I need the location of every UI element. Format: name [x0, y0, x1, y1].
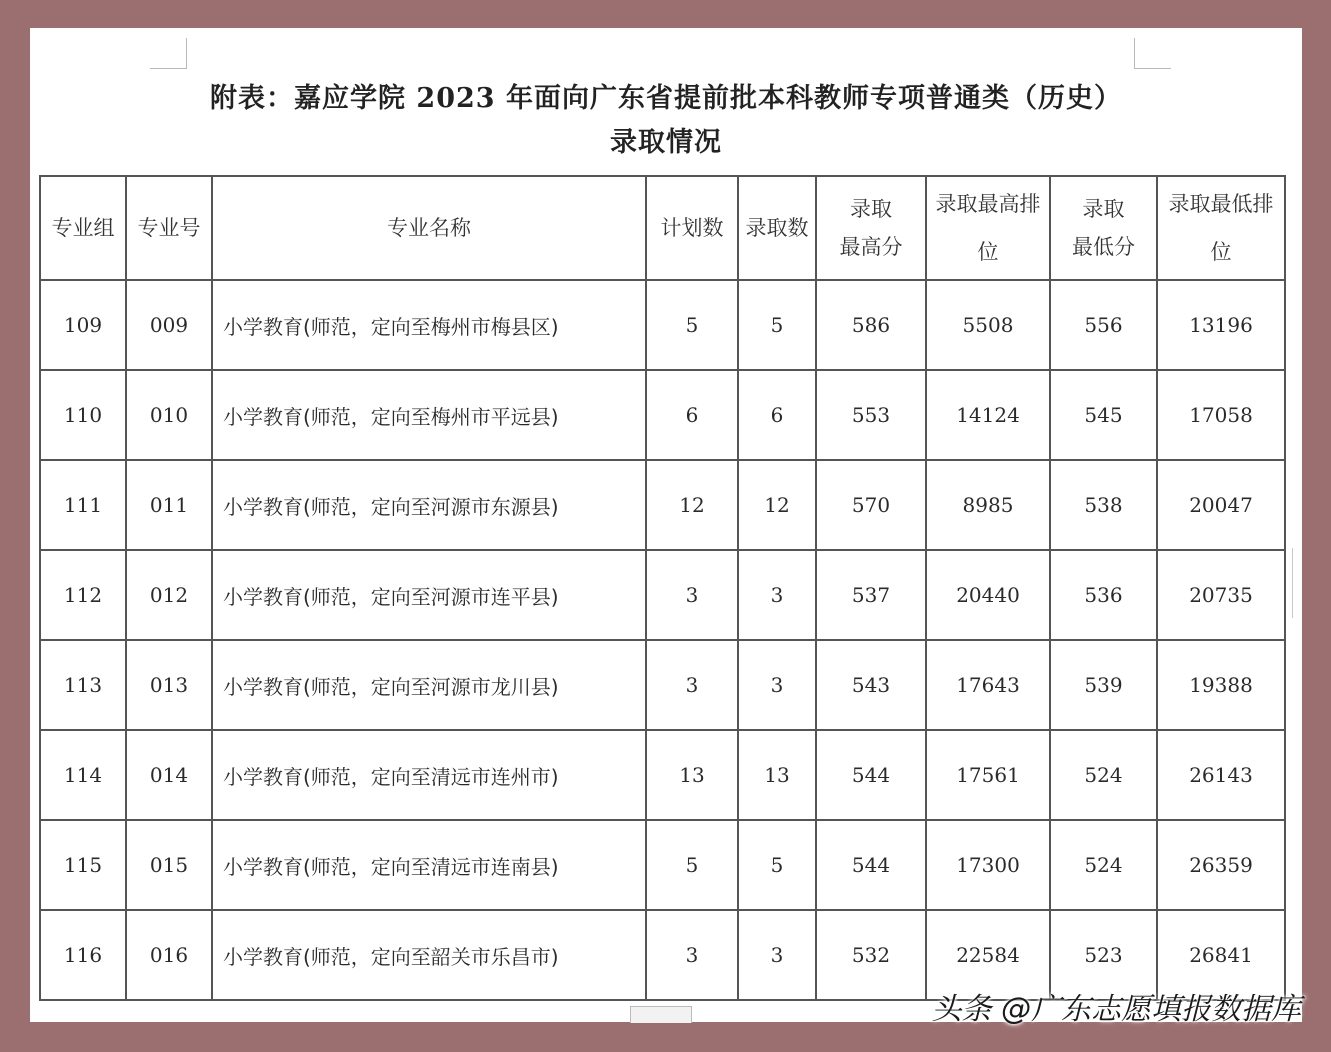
cell-max-score: 543: [816, 640, 926, 730]
watermark-text: 头条 @广东志愿填报数据库: [931, 992, 1301, 1027]
cell-name: 小学教育(师范，定向至韶关市乐昌市): [212, 910, 646, 1000]
cell-max-rank: 20440: [926, 550, 1050, 640]
header-code: 专业号: [126, 176, 212, 280]
admission-table: [39, 175, 1286, 1001]
cell-min-rank: 19388: [1157, 640, 1285, 730]
cell-max-rank: 14124: [926, 370, 1050, 460]
cell-group: 116: [40, 910, 126, 1000]
cell-min-rank: 26841: [1157, 910, 1285, 1000]
cell-code: 016: [126, 910, 212, 1000]
cell-max-score: 537: [816, 550, 926, 640]
cell-name: 小学教育(师范，定向至河源市连平县): [212, 550, 646, 640]
cell-min-score: 536: [1050, 550, 1157, 640]
cell-min-score: 538: [1050, 460, 1157, 550]
cell-min-score: 524: [1050, 820, 1157, 910]
cell-group: 109: [40, 280, 126, 370]
table-row: [40, 460, 1285, 550]
cell-name: 小学教育(师范，定向至清远市连南县): [212, 820, 646, 910]
cell-min-score: 524: [1050, 730, 1157, 820]
page-edge-mark: [1292, 548, 1303, 618]
document-subtitle: 录取情况: [610, 127, 722, 158]
cell-name: 小学教育(师范，定向至梅州市梅县区): [212, 280, 646, 370]
cell-admitted: 5: [738, 820, 816, 910]
cell-admitted: 3: [738, 640, 816, 730]
table-header-row: [40, 176, 1285, 280]
cell-admitted: 6: [738, 370, 816, 460]
crop-mark-top-left: [150, 38, 187, 69]
table-row: [40, 820, 1285, 910]
cell-max-score: 544: [816, 820, 926, 910]
cell-max-score: 570: [816, 460, 926, 550]
table-row: [40, 550, 1285, 640]
header-min-rank: 录取最低排 位: [1157, 176, 1285, 280]
table-row: [40, 640, 1285, 730]
page-tab-marker: [630, 1006, 692, 1023]
header-name: 专业名称: [212, 176, 646, 280]
header-min-score: 录取 最低分: [1050, 176, 1157, 280]
cell-code: 014: [126, 730, 212, 820]
header-group: 专业组: [40, 176, 126, 280]
cell-plan: 3: [646, 550, 738, 640]
cell-plan: 6: [646, 370, 738, 460]
cell-code: 013: [126, 640, 212, 730]
header-max-score: 录取 最高分: [816, 176, 926, 280]
cell-max-score: 586: [816, 280, 926, 370]
cell-code: 010: [126, 370, 212, 460]
cell-min-score: 539: [1050, 640, 1157, 730]
cell-plan: 5: [646, 820, 738, 910]
cell-code: 015: [126, 820, 212, 910]
cell-min-score: 556: [1050, 280, 1157, 370]
cell-name: 小学教育(师范，定向至清远市连州市): [212, 730, 646, 820]
cell-admitted: 3: [738, 910, 816, 1000]
cell-min-score: 545: [1050, 370, 1157, 460]
cell-max-rank: 17561: [926, 730, 1050, 820]
document-title: 附表：嘉应学院 2023 年面向广东省提前批本科教师专项普通类（历史）: [210, 83, 1122, 114]
header-plan: 计划数: [646, 176, 738, 280]
header-admitted: 录取数: [738, 176, 816, 280]
cell-max-rank: 17643: [926, 640, 1050, 730]
cell-min-rank: 20047: [1157, 460, 1285, 550]
cell-plan: 12: [646, 460, 738, 550]
cell-admitted: 3: [738, 550, 816, 640]
cell-min-rank: 17058: [1157, 370, 1285, 460]
cell-plan: 3: [646, 910, 738, 1000]
cell-group: 112: [40, 550, 126, 640]
document-page: [30, 28, 1302, 1022]
crop-mark-top-right: [1134, 38, 1171, 69]
cell-max-score: 544: [816, 730, 926, 820]
cell-min-score: 523: [1050, 910, 1157, 1000]
cell-admitted: 12: [738, 460, 816, 550]
cell-max-rank: 8985: [926, 460, 1050, 550]
cell-min-rank: 26143: [1157, 730, 1285, 820]
cell-max-score: 553: [816, 370, 926, 460]
header-max-rank: 录取最高排 位: [926, 176, 1050, 280]
cell-admitted: 5: [738, 280, 816, 370]
cell-code: 011: [126, 460, 212, 550]
cell-max-rank: 22584: [926, 910, 1050, 1000]
cell-min-rank: 20735: [1157, 550, 1285, 640]
table-row: [40, 280, 1285, 370]
cell-group: 113: [40, 640, 126, 730]
cell-plan: 5: [646, 280, 738, 370]
cell-min-rank: 13196: [1157, 280, 1285, 370]
cell-name: 小学教育(师范，定向至河源市东源县): [212, 460, 646, 550]
cell-code: 012: [126, 550, 212, 640]
cell-plan: 3: [646, 640, 738, 730]
cell-name: 小学教育(师范，定向至梅州市平远县): [212, 370, 646, 460]
cell-name: 小学教育(师范，定向至河源市龙川县): [212, 640, 646, 730]
cell-code: 009: [126, 280, 212, 370]
cell-plan: 13: [646, 730, 738, 820]
table-row: [40, 730, 1285, 820]
cell-group: 114: [40, 730, 126, 820]
cell-group: 110: [40, 370, 126, 460]
cell-min-rank: 26359: [1157, 820, 1285, 910]
cell-max-rank: 5508: [926, 280, 1050, 370]
cell-admitted: 13: [738, 730, 816, 820]
cell-group: 111: [40, 460, 126, 550]
cell-group: 115: [40, 820, 126, 910]
table-row: [40, 370, 1285, 460]
cell-max-rank: 17300: [926, 820, 1050, 910]
cell-max-score: 532: [816, 910, 926, 1000]
